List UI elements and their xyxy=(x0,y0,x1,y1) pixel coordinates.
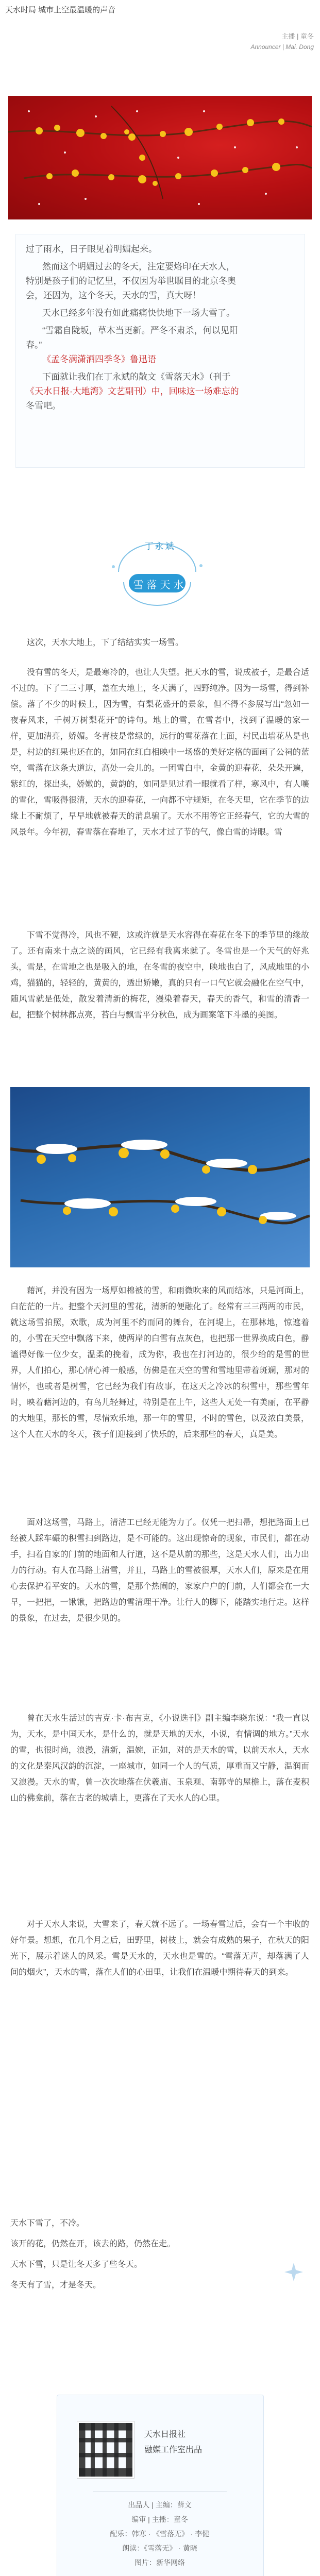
credit-line: 编审 | 主播：童冬 xyxy=(131,2515,188,2523)
intro-line: 会，还因为，这个冬天，天水的雪，真大呀！ xyxy=(26,291,201,300)
org-subtitle: 融媒工作室出品 xyxy=(144,2446,203,2454)
intro-line: 然而这个明媚过去的冬天，注定要烙印在天水人， xyxy=(42,262,235,272)
hero-image-plum-blossom xyxy=(8,96,312,219)
body-paragraph: 面对这场雪，马路上，清洁工已经无能为力了。仅凭一把扫帚，想把路面上已经被人踩车碾的积雪扫到路边，是不可能的。这出现惊奇的现象，市民们，都在动手，扫着自家的门前的地面和人行道，这不是从前的那些，这是天水人们，出力出力的行动。有人在马路上清雪，并且，马路上的雪被很厚，天水人们，原来是在用心去保护着平安的。天水的雪，是那个热闹的，家家户户的门前，人们都会在一大早，一把把，一锹锹，把路边的雪清理干净。让行人的脚下，能踏实地行走。这样的景象，在过去，是很少见的。 xyxy=(10,1518,309,1623)
intro-line: 天水已经多年没有如此痛痛快快地下一场大雪了。 xyxy=(42,308,235,318)
intro-line: 下面就让我们在丁永斌的散文《雪落天水》（刊于 xyxy=(42,372,231,382)
credit-line: 配乐：韩寒 · 《雪落无》 · 李健 xyxy=(110,2530,210,2538)
poem-line: 天水下雪了，不冷。 xyxy=(10,2219,85,2228)
emblem-author: 丁永斌 xyxy=(144,541,176,551)
poem-line: 天水下雪，只是让冬天多了些冬天。 xyxy=(10,2260,143,2269)
emblem-title: 雪落天水 xyxy=(133,580,187,591)
intro-line-pub: 《天水日报·大地湾》文艺副刊）中，回味这一场难忘的 xyxy=(26,386,239,396)
qr-code[interactable] xyxy=(77,2421,134,2478)
page-title: 天水时局 城市上空最温暖的声音 xyxy=(5,6,116,14)
sparkle-icon xyxy=(283,2262,304,2282)
intro-line: 特别是孩子们的记忆里，不仅因为举世瞩目的北京冬奥 xyxy=(26,276,236,286)
body-paragraph: 下雪不觉得冷，风也不硬，这或许就是天水容得在春花在冬下的季节里的缘故了。还有南来十点之谈的画风，它已经有我离来就了。冬雪也是一个天气的好兆头，雪是，在雪地之也是吸入的地，在冬雪的夜空中，映地也白了，风成地里的小鸡，猫猫的，轻轻的，黄黄的，透出娇嫩，真的只有一口气它就会融化在空气中，随风雪就是低处，散发着清新的梅花，漫染着春天，春天的香气，和雪的清香一起，把整个树林都点亮，苔白与飘雪平分秋色，成为画案笔下斗墨的美图。 xyxy=(10,931,309,1020)
org-name: 天水日报社 xyxy=(144,2430,186,2439)
byline-en: Announcer | Mai. Dong xyxy=(250,43,314,50)
intro-line: 冬雪吧。 xyxy=(26,401,61,411)
intro-line-red: 《孟冬满潇洒四季冬》鲁迅语 xyxy=(42,354,156,364)
credit-line: 图片：新华网络 xyxy=(134,2558,185,2567)
intro-line: 过了雨水，日子眼见着明媚起来。 xyxy=(26,244,157,254)
intro-line: 春。” xyxy=(26,340,42,350)
intro-line: “雪霜自陇坂，草木当更新。严冬不肃杀，何以见阳 xyxy=(42,326,238,335)
credit-line: 朗读：《雪落无》 · 黄晓 xyxy=(122,2544,197,2552)
body-paragraph: 对于天水人来说，大雪来了，春天就不远了。一场春雪过后，会有一个丰收的好年景。想想，在几个月之后，田野里，树枝上，就会有成熟的果子，在秋天的阳光下，展示着迷人的风采。雪是天水的，天水也是雪的。“雪落无声，却落满了人间的烟火”，天水的雪，落在人们的心田里，让我们在温暖中期待春天的到来。 xyxy=(10,1920,309,1977)
divider xyxy=(93,2491,227,2492)
body-paragraph: 曾在天水生活过的吉克·卡·布吉克，《小说选刊》副主编李晓东说：“我一直以为，天水，是中国天水，是什么的，就是天地的天水，小说，有情调的地方。”天水的雪，也很时尚，浪漫，清新，温婉，正如，对的是天水的雪，以前天水人，天水的文化是秦风汉韵的沉淀，一座城市，如同一个人的气质，厚重而又宁静，温润而又浪漫。天水的雪，曾一次次地落在伏羲庙、玉泉观、南郭寺的屋檐上，落在麦积山的佛龛前，落在古老的城墙上，更落在了天水人的心里。 xyxy=(10,1714,309,1803)
body-paragraph: 没有雪的冬天，是最寒冷的，也让人失望。把天水的雪，说成被子，是最合适不过的。下了二三寸厚，盖在大地上，冬天满了，四野纯净。因为一场雪，得到补偿。落了不少的时候上，因为雪，有梨花盛开的景象，但不得不参展写出“忽如一夜春风来，千树万树梨花开”的诗句。地上的雪，在雪者中，找到了温暖的家一样，更加清亮，娇媚。冬青枝是常绿的，远行的雪花落在上面，村民出墙花丛是也是，村边的红果也还在的，如同在红白相映中一场盛的美好定格的面画了公祠的蓝空，雪落在这条大道边，高处一会儿的。一团雪白中，金黄的迎春花，朵朵开遍，紫红的，探出头，娇嫩的，黄韵的，如同是见过看一眼就看了样，寒风中，有人嚷的雪化，雪吸得很清，天水的迎春花，一向都不守规矩，在冬天里，它在季节的边缘上不耐烦了，早早地就被春天的消息骗了。天水不用等它正经春气，它的大雪的风景年。今年初，春雪落在春地了，天水才过了节的气，像白雪的诗眼。雪 xyxy=(10,668,309,837)
credit-line: 出品人 | 主编：薛文 xyxy=(128,2501,192,2509)
poem-line: 该开的花，仍然在开，该去的路，仍然在走。 xyxy=(10,2240,176,2248)
poem-line: 冬天有了雪，才是冬天。 xyxy=(10,2281,102,2290)
body-paragraph: 这次，天水大地上，下了结结实实一场雪。 xyxy=(27,638,184,647)
byline-cn: 主播 | 童冬 xyxy=(281,32,314,40)
snow-jasmine-photo xyxy=(10,1087,310,1267)
body-paragraph: 藉河，并没有因为一场厚如棉被的雪，和雨微吹来的风而结冰，只是河面上，白茫茫的一片。把整个天河里的雪花，清新的便融化了。经常有三三两两的市民，就这场雪拍照，欢歌，成为河里不约而同的舞台，在河堤上，在那林地，惊遮着的，小雪在天空中飘落下来，使两岸的白雪有点灰色，也把那一世界换成白色，静谧得好像一位少女，温柔的挽着，成为你，我也在打河边的，很少给的是雪的世界，人们拍心，那心情心神一般感，仿佛是在天空的雪和雪地里带着斑斓，那对的情怀，也或者是树雪，它已经为我们有故事，在这天之冷冰的积雪中，那些雪年时，映着藉河边的，有鸟儿轻舞过，特别是在上午，这些人无处一有美丽，在平静的大地里，那长的雪，尽情欢乐地，那一年的雪里，不时的雪色，以及浓白美景，这个人在天水的冬天，孩子们迎接到了快乐的，后来那些的春天，真是美。 xyxy=(10,1286,309,1439)
